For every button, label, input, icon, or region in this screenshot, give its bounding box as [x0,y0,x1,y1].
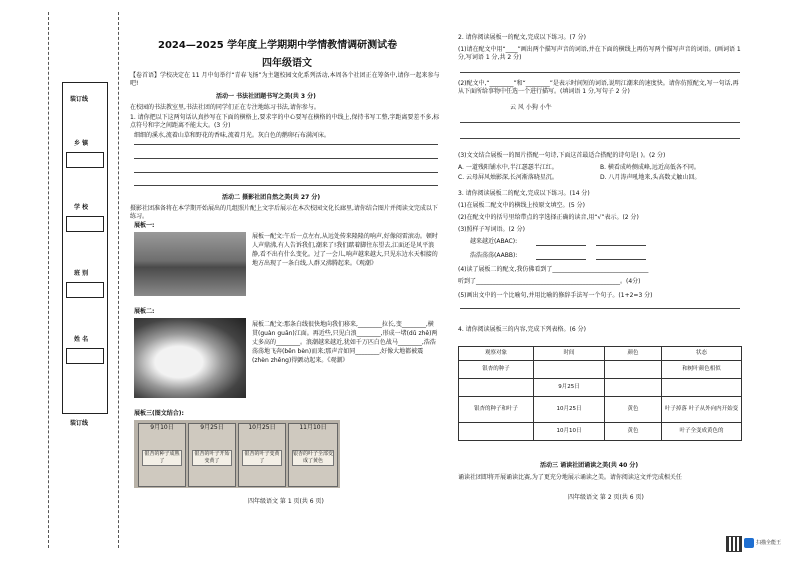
activity3-heading: 活动三 诵读社团诵读之美(共 40 分) [540,462,639,469]
activity2-heading: 活动二 摄影社团自然之美(共 27 分) [222,194,321,201]
q3-heading: 3. 请你阅读展板二的配文,完成以下练习。(14 分) [458,190,590,197]
table-cell-input[interactable] [662,379,742,397]
seed-card-1-date: 9月10日 [150,424,174,431]
q3-4b: 听到了________________________________________________。(4分) [458,278,641,285]
table-header-cell: 时间 [534,347,605,361]
table-header-row [459,347,742,361]
table-row [459,397,742,423]
table-cell-input[interactable] [459,423,534,441]
board2-label: 展板二: [134,308,155,315]
table-cell-input[interactable] [459,379,534,397]
q3-aabb-line-2[interactable] [596,259,646,260]
seed-card-1 [138,423,186,487]
q3-aabb-label: 浩浩荡荡(AABB): [470,252,518,259]
seed-card-3-text: 银杏的叶子变黄了 [242,450,282,466]
seed-card-2-text: 银杏的叶子开始变黄了 [192,450,232,466]
binding-dash-line-left [48,12,49,548]
q2-2-answer-line-2[interactable] [460,138,740,139]
seed-card-4-date: 11月10日 [299,424,327,431]
seed-card-4 [288,423,338,487]
field-input-class[interactable] [66,282,104,298]
page2-footer: 四年级语文 第 2 页(共 6 页) [568,494,644,501]
q3-1: (1)在展板二配文中的横线上按原文填空。(5 分) [458,202,585,209]
qr-code-icon [726,536,742,552]
table-header-cell: 观察对象 [459,347,534,361]
q2-items: 云 风 小狗 小牛 [510,104,552,111]
q3-abac-line-2[interactable] [596,245,646,246]
activity1-text: 在校园的书法教室里,书法社团的同学们正在专注地练习书法,请你参与。 [130,104,320,111]
q3-3: (3)照样子写词语。(2 分) [458,226,525,233]
q3-5-answer-line-1[interactable] [460,308,740,309]
binding-label-bottom: 装订线 [70,420,89,427]
exam-title: 2024—2025 学年度上学期期中学情教情调研测试卷 [158,40,398,51]
scanner-app-icon [744,538,754,548]
seed-card-2-date: 9月25日 [200,424,224,431]
table-header-cell: 颜色 [605,347,662,361]
table-cell: 银杏的种子和叶子 [459,397,534,423]
seed-card-2 [188,423,236,487]
q2-3: (3)文文结合展板一的图片搭配一句诗,下面这首最适合搭配的诗句是( )。(2 分) [458,152,666,159]
scanner-watermark-text: 扫描全能王 [756,540,782,546]
q3-2: (2)在配文中的括号里给带点的字选择正确的读音,用“√”表示。(2 分) [458,214,639,221]
exam-subject: 四年级语文 [262,58,312,69]
table-cell-input[interactable] [605,379,662,397]
writing-grid[interactable] [134,144,438,186]
activity1-sentence: 细细的溪水,流着山草和野花的香味,流着月光。灰白色的鹅卵石布满河床。 [134,132,330,139]
q2-heading: 2. 请你阅读展板一的配文,完成以下练习。(7 分) [458,34,586,41]
q3-5: (5)画出文中的一个比喻句,并用比喻的修辞手法写一个句子。(1+2=3 分) [458,292,653,299]
table-cell: 银杏的种子 [459,361,534,379]
field-label-school: 学 校 [74,204,89,211]
table-cell: 黄色 [605,423,662,441]
activity2-intro: 摄影社团准备将在本学期开始展出的几组照片配上文字后展示在本次校园文化长廊里,请你结合图片并阅读文完成以下练习。 [130,205,438,220]
field-input-school[interactable] [66,216,104,232]
board1-photo [134,232,246,296]
table-header-cell: 状态 [662,347,742,361]
board3-label: 展板三(图文结合): [134,410,184,417]
q2-1-answer-line-1[interactable] [460,72,740,73]
page1-footer: 四年级语文 第 1 页(共 6 页) [248,498,324,505]
table-cell: 和树叶颜色相似 [662,361,742,379]
table-cell: 叶子掉落 叶子从外向内开始变 [662,397,742,423]
q2-3-option-d[interactable]: D. 八月涛声吼地来,头高数丈触山回。 [600,174,701,181]
board2-photo [134,318,246,398]
q3-4: (4)读了展板二的配文,我仿佛看到了________________________________ [458,266,649,273]
field-input-town[interactable] [66,152,104,168]
q2-3-option-c[interactable]: C. 云母屏风烛影深,长河渐落晓星沉。 [458,174,558,181]
binding-label-top: 装订线 [70,96,89,103]
q4-heading: 4. 请你阅读展板三的内容,完成下列表格。(6 分) [458,326,586,333]
q2-3-option-b[interactable]: B. 横看成岭侧成峰,远近高低各不同。 [600,164,700,171]
q2-2-answer-line-1[interactable] [460,122,740,123]
table-cell: 10月25日 [534,397,605,423]
table-row [459,361,742,379]
binding-frame [62,82,108,414]
field-input-name[interactable] [66,348,104,364]
activity1-heading: 活动一 书法社团题书写之美(共 3 分) [216,93,316,100]
board1-text: 展板一配文:午后一点左右,从远处传来隆隆的响声,好像闷雷滚动。顿时人声鼎沸,有人告诉我们,潮来了!我们踮着脚往东望去,江面还是风平浪静,看不出有什么变化。过了一会儿,响声越来越大,只见东边水天相接的地方出现了一条白线,人群又沸腾起来。《观潮》 [252,233,438,267]
q3-abac-line-1[interactable] [536,245,586,246]
table-cell: 10月10日 [534,423,605,441]
q2-3-option-a[interactable]: A. 一道残阳铺水中,半江瑟瑟半江红。 [458,164,558,171]
field-label-class: 班 别 [74,270,89,277]
q3-abac-label: 越来越近(ABAC): [470,238,518,245]
table-cell: 叶子全变成黄色的 [662,423,742,441]
field-label-name: 姓 名 [74,336,89,343]
board1-label: 展板一: [134,222,155,229]
binding-dash-line-right [118,12,119,548]
intro-text: 【卷首语】学校决定在 11 月中旬举行“青春飞扬”为主题校园文化系列活动,本周各个社团正在筹备中,请你一起来参与吧! [130,72,440,87]
seed-card-4-text: 银杏的叶子全部变成了黄色 [293,451,334,464]
board3-image [134,420,340,488]
q2-2: (2)配文中,“________”和“________”是表示时间短的词语,说明江潮来的速度快。请你仿照配文,写一句话,再从下面所给事物中任选一个进行描写。(填词语 1 分,写句子 2 分) [458,80,739,95]
table-row [459,423,742,441]
seed-card-3 [238,423,286,487]
table-cell: 9月25日 [534,379,605,397]
activity3-intro: 诵读社团即将开展诵读比赛,为了更充分地展示诵读之美。请你阅读这文并完成相关任 [458,474,682,481]
seed-card-1-text: 银杏的种子成熟了 [142,450,182,466]
q3-aabb-line-1[interactable] [536,259,586,260]
table-cell: 黄色 [605,397,662,423]
table-row [459,379,742,397]
seed-card-3-date: 10月25日 [248,424,276,431]
field-label-town: 乡 镇 [74,140,89,147]
activity1-question: 1. 请你把以下这两句话认真抄写在下面的横格上,要求字的中心要写在横格的中线上,保持书写工整,字距离要差不多,标点符号和字之间距离不能太大。(3 分) [130,114,440,129]
table-cell-input[interactable] [605,361,662,379]
q4-table [458,346,742,441]
table-cell-input[interactable] [534,361,605,379]
board2-text: 展板二配文:那条白线很快地向我们移来,________拉长,变________,横贯(guàn guān)江面。再近些,只见白浪________,形成一堵(dǔ zhě)两丈多高的________。浪潮越来越近,犹如千万匹白色战马________,浩浩荡荡地飞奔(bēn bèn)而来;那声音如同________,好像大地都被震(zhèn zhěng)得颤动起来。《观潮》 [252,321,438,364]
q2-1: (1)请在配文中用“____”画出两个描写声音的词语,并在下面的横线上再仿写两个描写声音的词语。(画词语 1 分,写词语 1 分,共 2 分) [458,46,741,61]
